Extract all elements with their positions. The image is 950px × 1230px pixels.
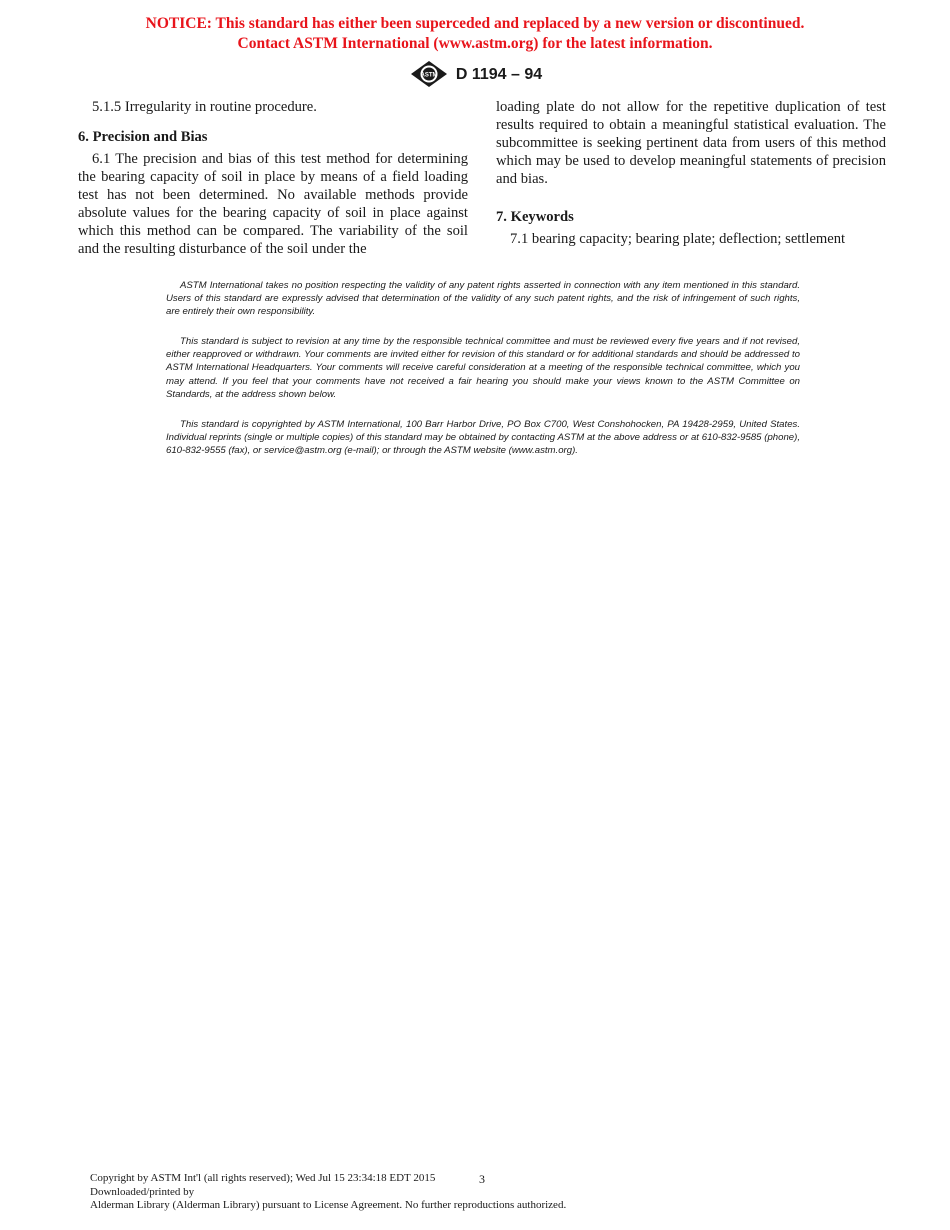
astm-logo-icon (408, 60, 450, 88)
standard-designation: D 1194 – 94 (455, 66, 543, 83)
right-column (496, 98, 886, 248)
section-7-heading: 7. Keywords (496, 209, 574, 225)
paragraph-6-1: 6.1 The precision and bias of this test method for determining the bearing capacity of soil in place by means of a field loading test has not been determined. No available methods provide absolute values for the bearing capacity of soil in place against which this method can be compared. The variability of the soil and the resulting disturbance of the soil under the (78, 151, 468, 257)
logo-text: ASTM (420, 72, 438, 79)
download-footer (90, 1172, 890, 1213)
paragraph-7-1: 7.1 bearing capacity; bearing plate; deflection; settlement (510, 231, 846, 247)
section-6-heading: 6. Precision and Bias (78, 129, 208, 145)
footer-line-1: Copyright by ASTM Int'l (all rights reserved); Wed Jul 15 23:34:18 EDT 2015 (90, 1172, 436, 1184)
copyright-note: This standard is copyrighted by ASTM International, 100 Barr Harbor Drive, PO Box C700, West Conshohocken, PA 19428-2959, United States. Individual reprints (single or multiple copies) of this standard may be obtained by contacting ASTM at the above address or at 610-832-9585 (phone), 610-832-9555 (fax), or service@astm.org (e-mail); or through the ASTM website (www.astm.org). (166, 418, 800, 456)
document-header (0, 60, 950, 88)
page-number: 3 (479, 1172, 485, 1186)
footer-line-2: Downloaded/printed by (90, 1185, 195, 1198)
standard-notes (166, 279, 800, 474)
paragraph-6-1-continued: loading plate do not allow for the repetitive duplication of test results required to obtain a meaningful statistical evaluation. The subcommittee is seeking pertinent data from users of this method which may be used to develop meaningful statements of precision and bias. (496, 99, 886, 187)
revision-note: This standard is subject to revision at any time by the responsible technical committee and must be reviewed every five years and if not revised, either reapproved or withdrawn. Your comments are invited either for revision of this standard or for additional standards and should be addressed to ASTM International Headquarters. Your comments will receive careful consideration at a meeting of the responsible technical committee, which you may attend. If you feel that your comments have not received a fair hearing you should make your views known to the ASTM Committee on Standards, at the address shown below. (166, 336, 800, 400)
footer-line-3: Alderman Library (Alderman Library) pursuant to License Agreement. No further reproductions authorized. (90, 1199, 567, 1211)
notice-line-1: NOTICE: This standard has either been superceded and replaced by a new version or discontinued. (145, 15, 805, 32)
notice-line-2: Contact ASTM International (www.astm.org) for the latest information. (237, 35, 713, 52)
item-5-1-5: 5.1.5 Irregularity in routine procedure. (92, 99, 317, 115)
patent-note: ASTM International takes no position respecting the validity of any patent rights asserted in connection with any item mentioned in this standard. Users of this standard are expressly advised that determination of the validity of any such patent rights, and the risk of infringement of such rights, are entirely their own responsibility. (166, 280, 800, 318)
supersession-notice (0, 14, 950, 54)
left-column (78, 98, 468, 258)
